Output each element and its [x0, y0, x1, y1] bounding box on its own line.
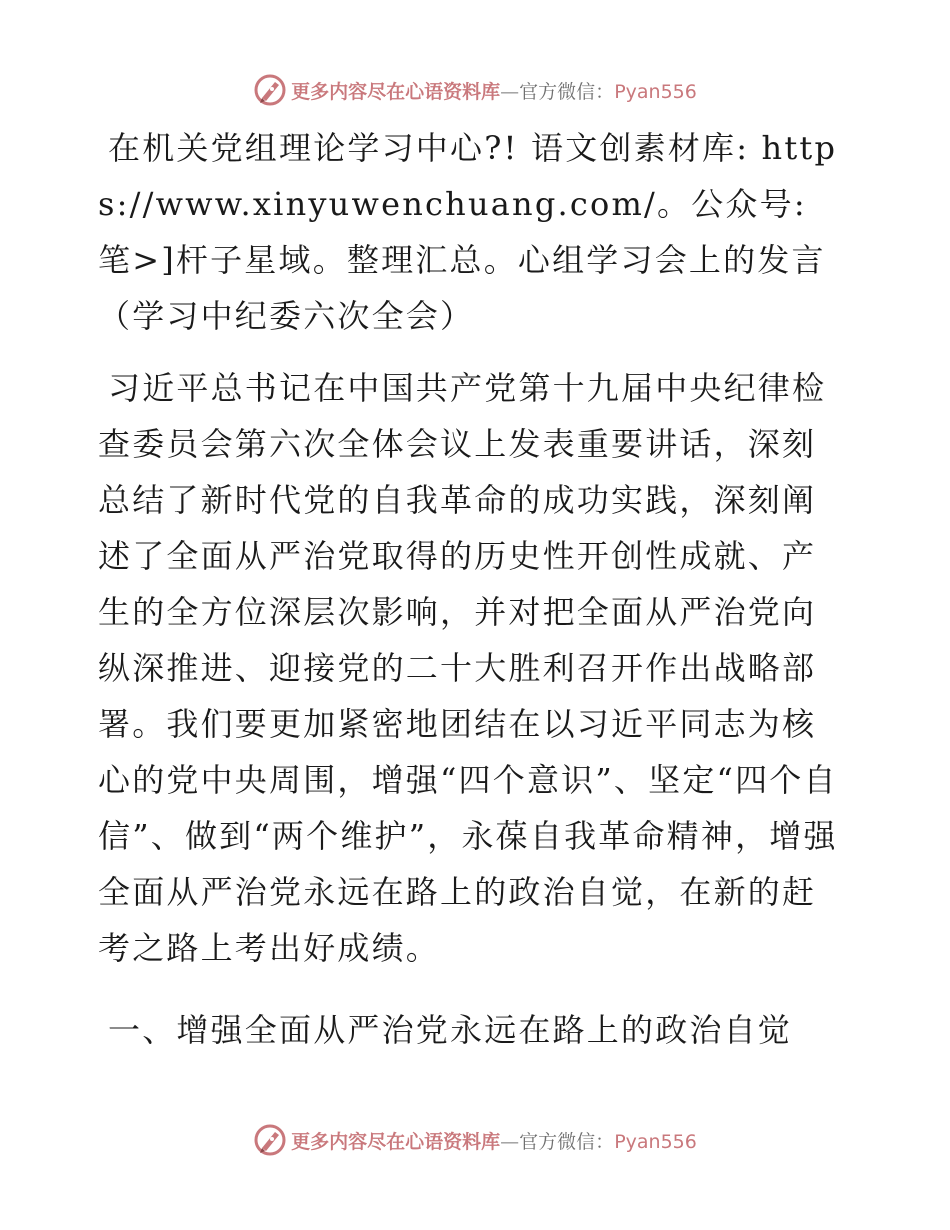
- header-dash: —: [500, 80, 520, 103]
- footer-banner: [0, 1120, 950, 1160]
- pen-logo-icon: [253, 73, 287, 107]
- footer-wechat-id: Pyan556: [614, 1130, 697, 1153]
- header-site-text: 更多内容尽在心语资料库: [291, 80, 501, 103]
- document-body: [98, 120, 850, 1058]
- footer-dash: —: [500, 1130, 520, 1153]
- section-heading-1: 一、增强全面从严治党永远在路上的政治自觉: [108, 1011, 793, 1049]
- paragraph-1: 在机关党组理论学习中心?! 语文创素材库: https://www.xinyuwenchuang.com/。公众号: 笔>]杆子星域。整理汇总。心组学习会上的发言（学习中纪委六次全会）: [98, 129, 838, 335]
- paragraph-2: 习近平总书记在中国共产党第十九届中央纪律检查委员会第六次全体会议上发表重要讲话，深刻总结了新时代党的自我革命的成功实践，深刻阐述了全面从严治党取得的历史性开创性成就、产生的全方位深层次影响，并对把全面从严治党向纵深推进、迎接党的二十大胜利召开作出战略部署。我们要更加紧密地团结在以习近平同志为核心的党中央周围，增强“四个意识”、坚定“四个自信”、做到“两个维护”，永葆自我革命精神，增强全面从严治党永远在路上的政治自觉，在新的赶考之路上考出好成绩。: [98, 369, 838, 967]
- header-wechat-label: 官方微信：: [519, 80, 615, 103]
- footer-banner-inner: [253, 1123, 697, 1157]
- pen-logo-icon: [253, 1123, 287, 1157]
- header-banner-inner: [253, 73, 697, 107]
- footer-wechat-label: 官方微信：: [519, 1130, 615, 1153]
- header-banner: [0, 70, 950, 110]
- footer-site-text: 更多内容尽在心语资料库: [291, 1130, 501, 1153]
- header-wechat-id: Pyan556: [614, 80, 697, 103]
- footer-banner-text: [291, 1127, 697, 1154]
- header-banner-text: [291, 77, 697, 104]
